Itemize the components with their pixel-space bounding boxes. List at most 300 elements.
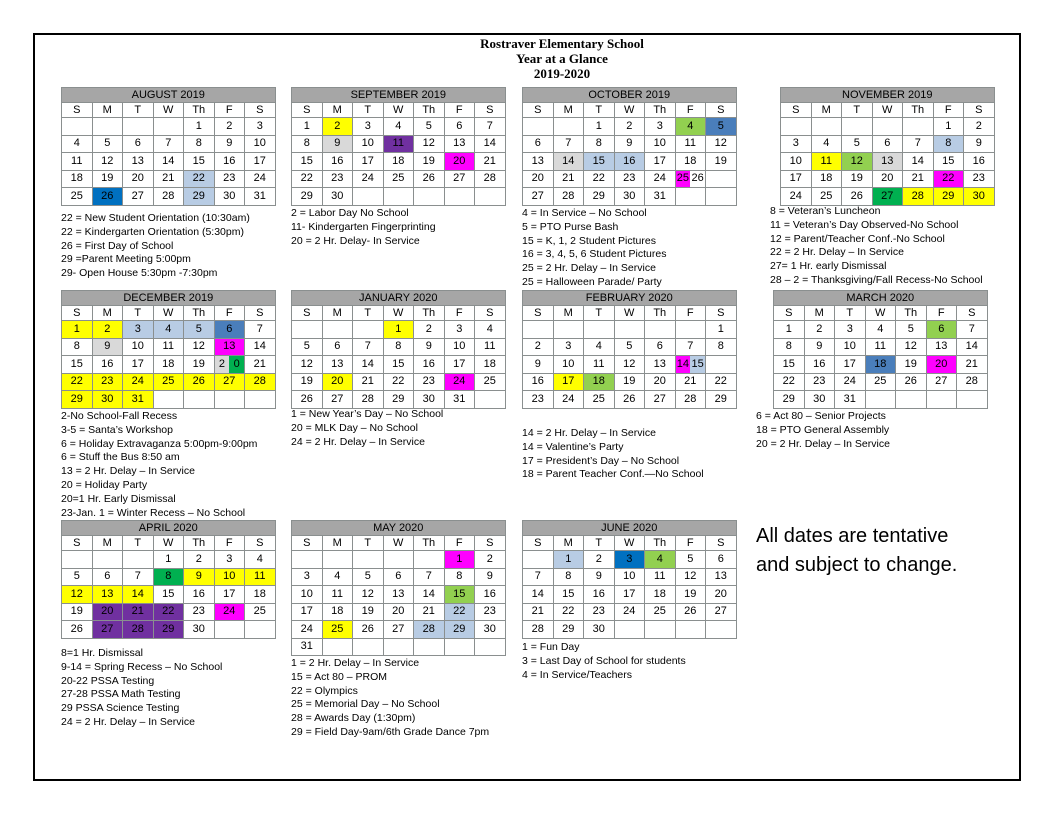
day-cell [153,391,184,409]
day-cell: 13 [92,586,123,604]
day-cell: 13 [214,338,245,356]
day-cell: 17 [444,356,475,374]
note-line: 22 = New Student Orientation (10:30am) [61,212,250,224]
weekday-header: Th [903,103,934,118]
day-cell: 13 [383,586,414,604]
day-cell: 1 [584,118,615,136]
day-cell: 23 [614,170,645,188]
day-cell: 7 [523,568,554,586]
calendar-jan-2020 [291,290,506,409]
day-cell [292,551,323,569]
day-cell [62,118,93,136]
day-cell: 29 [153,621,184,639]
weekday-header: Th [184,306,215,321]
day-cell: 23 [214,170,245,188]
calendar-jun-2020 [522,520,737,639]
calendar-apr-2020 [61,520,276,639]
weekday-header: S [957,306,988,321]
day-cell: 5 [292,338,323,356]
day-cell: 5 [353,568,384,586]
day-cell: 26 [675,603,706,621]
day-cell: 28 [903,188,934,206]
day-cell: 20 [123,170,154,188]
day-cell: 19 [184,356,215,374]
day-cell [903,118,934,136]
weekday-header: W [865,306,896,321]
day-cell: 5 [92,135,123,153]
day-cell: 20 [92,603,123,621]
notes-dec-2019 [61,410,257,520]
note-line: 2 = Labor Day No School [291,207,409,219]
month-title: SEPTEMBER 2019 [292,88,506,103]
day-cell [475,638,506,656]
day-cell: 10 [553,356,584,374]
day-cell: 23 [584,603,615,621]
weekday-header: W [383,103,414,118]
weekday-header: M [811,103,842,118]
day-cell [123,118,154,136]
day-cell: 31 [645,188,676,206]
day-cell: 17 [292,603,323,621]
day-cell [353,188,384,206]
day-cell: 4 [153,321,184,339]
day-cell: 22 [933,170,964,188]
day-cell: 19 [414,153,445,171]
weekday-header: M [322,536,353,551]
weekday-header: S [523,103,554,118]
day-part: 2 [215,356,230,373]
note-line: 20 = 2 Hr. Delay – In Service [756,437,890,450]
day-cell: 10 [645,135,676,153]
day-cell: 12 [896,338,927,356]
weekday-header: S [245,306,276,321]
day-cell: 11 [811,153,842,171]
weekday-header: S [964,103,995,118]
day-cell: 11 [383,135,414,153]
day-cell: 8 [774,338,805,356]
day-cell [322,551,353,569]
day-cell: 13 [872,153,903,171]
note-line: 13 = 2 Hr. Delay – In Service [61,465,195,478]
weekday-header: S [292,306,323,321]
weekday-header: S [62,103,93,118]
note-line: 15 = K, 1, 2 Student Pictures [522,234,656,247]
month-title: DECEMBER 2019 [62,291,276,306]
day-cell [444,638,475,656]
weekday-header: T [584,103,615,118]
day-cell: 14 [414,586,445,604]
day-cell: 5 [896,321,927,339]
day-cell: 8 [62,338,93,356]
day-cell: 15 [62,356,93,374]
day-cell: 30 [414,391,445,409]
note-line: 17 = President’s Day – No School [522,454,680,467]
day-cell: 29 [444,621,475,639]
day-cell: 15 [153,586,184,604]
note-line: 26 = First Day of School [61,239,174,252]
day-cell [523,551,554,569]
day-cell: 12 [706,135,737,153]
day-cell [353,321,384,339]
day-cell: 10 [292,586,323,604]
day-cell [322,321,353,339]
day-cell [414,551,445,569]
day-cell: 30 [804,391,835,409]
weekday-header: S [706,103,737,118]
weekday-header: Th [184,536,215,551]
day-cell: 14 [475,135,506,153]
calendar-mar-2020 [773,290,988,409]
day-cell [383,638,414,656]
page-title [0,36,1056,81]
day-cell: 3 [123,321,154,339]
day-cell: 7 [353,338,384,356]
note-line: 3 = Last Day of School for students [522,654,686,667]
day-cell: 4 [475,321,506,339]
day-cell: 23 [414,373,445,391]
day-cell: 14 [153,153,184,171]
day-cell [383,188,414,206]
day-cell: 20 [444,153,475,171]
day-cell: 22 [383,373,414,391]
day-cell: 3 [353,118,384,136]
day-cell: 3 [835,321,866,339]
day-cell: 25 [645,603,676,621]
day-cell: 20 [383,603,414,621]
day-cell: 25 [475,373,506,391]
day-cell: 11 [645,568,676,586]
day-cell: 18 [383,153,414,171]
day-cell: 15 [584,153,615,171]
day-cell: 3 [645,118,676,136]
day-cell: 31 [292,638,323,656]
day-cell [92,551,123,569]
note-line: 16 = 3, 4, 5, 6 Student Pictures [522,248,667,261]
day-cell [92,118,123,136]
note-line: 6 = Stuff the Bus 8:50 am [61,451,180,464]
day-cell: 28 [245,373,276,391]
day-cell: 26 [842,188,873,206]
day-cell: 18 [675,153,706,171]
day-cell: 23 [322,170,353,188]
note-line: 24 = 2 Hr. Delay – In Service [61,715,195,728]
day-cell: 27 [322,391,353,409]
day-cell [414,638,445,656]
weekday-header: Th [896,306,927,321]
calendar-sep-2019 [291,87,506,206]
day-cell: 20 [706,586,737,604]
day-cell: 24 [553,391,584,409]
day-cell: 4 [811,135,842,153]
day-cell: 1 [706,321,737,339]
day-cell [781,118,812,136]
day-cell: 22 [584,170,615,188]
day-cell: 12 [292,356,323,374]
day-cell: 3 [553,338,584,356]
day-cell: 27 [523,188,554,206]
month-title: MARCH 2020 [774,291,988,306]
day-cell: 30 [184,621,215,639]
day-cell: 3 [444,321,475,339]
day-cell: 4 [383,118,414,136]
day-cell: 10 [444,338,475,356]
day-cell [957,391,988,409]
day-cell [614,621,645,639]
weekday-header: Th [414,306,445,321]
day-cell: 26 [292,391,323,409]
day-cell: 27 [214,373,245,391]
day-cell: 14 [957,338,988,356]
weekday-header: W [153,306,184,321]
day-part: 14 [676,356,691,373]
notes-feb-2020 [522,427,704,482]
weekday-header: W [614,306,645,321]
calendar-feb-2020 [522,290,737,409]
day-cell: 10 [245,135,276,153]
day-cell: 8 [706,338,737,356]
day-cell: 11 [322,586,353,604]
day-cell: 5 [706,118,737,136]
day-cell: 30 [92,391,123,409]
day-cell: 9 [184,568,215,586]
weekday-header: F [675,536,706,551]
day-cell: 21 [903,170,934,188]
note-line: 18 = Parent Teacher Conf.—No School [522,468,704,481]
day-cell: 21 [353,373,384,391]
weekday-header: M [322,103,353,118]
day-cell: 1 [933,118,964,136]
day-part: 0 [229,356,244,373]
day-cell: 30 [322,188,353,206]
day-cell: 20 [322,373,353,391]
day-cell: 11 [865,338,896,356]
day-cell: 23 [92,373,123,391]
day-cell: 17 [553,373,584,391]
day-cell: 11 [153,338,184,356]
day-cell: 22 [774,373,805,391]
notes-apr-2020 [61,647,222,730]
weekday-header: M [322,306,353,321]
weekday-header: T [123,306,154,321]
day-cell: 5 [184,321,215,339]
day-cell: 29 [292,188,323,206]
day-cell: 31 [444,391,475,409]
day-cell: 14 [353,356,384,374]
day-cell: 20 [926,356,957,374]
day-cell: 6 [123,135,154,153]
weekday-header: S [781,103,812,118]
day-cell [811,118,842,136]
day-cell: 5 [842,135,873,153]
day-cell: 22 [706,373,737,391]
note-line: 1 = 2 Hr. Delay – In Service [291,657,420,669]
day-cell: 19 [614,373,645,391]
calendar-aug-2019 [61,87,276,206]
day-cell: 28 [675,391,706,409]
day-cell: 15 [553,586,584,604]
day-cell: 25 [153,373,184,391]
day-cell: 19 [292,373,323,391]
day-cell: 26 [614,391,645,409]
day-cell [322,638,353,656]
note-line: 2-No School-Fall Recess [61,410,178,422]
day-cell: 6 [92,568,123,586]
note-line: 22 = 2 Hr. Delay – In Service [770,246,904,259]
day-cell: 30 [964,188,995,206]
day-cell: 17 [781,170,812,188]
day-cell: 2 [804,321,835,339]
weekday-header: M [553,536,584,551]
weekday-header: S [774,306,805,321]
day-cell: 21 [523,603,554,621]
split-day-cell [214,356,245,374]
day-cell: 1 [444,551,475,569]
day-cell: 4 [865,321,896,339]
day-cell: 12 [842,153,873,171]
note-line: 8 = Veteran’s Luncheon [770,205,881,217]
day-cell: 6 [444,118,475,136]
day-cell: 10 [781,153,812,171]
day-cell: 18 [865,356,896,374]
day-cell: 19 [353,603,384,621]
day-cell: 19 [706,153,737,171]
weekday-header: F [214,103,245,118]
day-cell: 10 [835,338,866,356]
day-cell: 25 [245,603,276,621]
weekday-header: S [523,536,554,551]
day-cell: 1 [62,321,93,339]
weekday-header: M [553,103,584,118]
day-cell: 7 [903,135,934,153]
day-cell: 12 [614,356,645,374]
day-cell: 30 [214,188,245,206]
day-cell: 29 [62,391,93,409]
day-cell: 26 [353,621,384,639]
day-cell: 24 [444,373,475,391]
notes-jun-2020 [522,641,686,682]
day-cell [383,551,414,569]
note-line: 1 = Fun Day [522,641,580,653]
day-cell: 8 [184,135,215,153]
day-cell: 1 [774,321,805,339]
day-cell [475,188,506,206]
day-cell: 8 [153,568,184,586]
day-cell: 2 [184,551,215,569]
notes-aug-2019 [61,212,250,281]
day-cell: 13 [926,338,957,356]
notes-nov-2019 [770,205,983,288]
month-title: APRIL 2020 [62,521,276,536]
day-cell: 30 [614,188,645,206]
day-cell: 6 [706,551,737,569]
day-cell [245,621,276,639]
day-cell: 13 [706,568,737,586]
day-cell: 21 [245,356,276,374]
day-cell: 21 [414,603,445,621]
weekday-header: W [614,536,645,551]
weekday-header: F [444,306,475,321]
day-cell: 1 [153,551,184,569]
day-cell: 26 [414,170,445,188]
day-cell [675,321,706,339]
day-cell: 1 [184,118,215,136]
day-cell: 9 [414,338,445,356]
day-cell: 15 [292,153,323,171]
day-cell: 11 [584,356,615,374]
note-line: 28 = Awards Day (1:30pm) [291,712,416,725]
day-cell: 16 [184,586,215,604]
day-cell [123,551,154,569]
month-title: FEBRUARY 2020 [523,291,737,306]
weekday-header: S [292,536,323,551]
day-cell: 3 [781,135,812,153]
weekday-header: W [383,536,414,551]
day-cell: 18 [584,373,615,391]
day-cell: 3 [214,551,245,569]
day-cell [865,391,896,409]
month-title: JUNE 2020 [523,521,737,536]
weekday-header: T [584,536,615,551]
day-cell: 16 [804,356,835,374]
note-line: 20 = MLK Day – No School [291,421,418,434]
day-cell: 26 [62,621,93,639]
day-cell: 24 [835,373,866,391]
day-cell: 22 [553,603,584,621]
note-line: 25 = Memorial Day – No School [291,698,440,711]
day-cell: 14 [553,153,584,171]
school-year: 2019-2020 [533,66,591,81]
day-cell: 21 [153,170,184,188]
day-cell: 19 [92,170,123,188]
day-cell [353,551,384,569]
day-cell [292,321,323,339]
day-cell: 25 [865,373,896,391]
day-cell [523,118,554,136]
day-cell: 21 [123,603,154,621]
day-cell: 9 [523,356,554,374]
day-cell: 13 [645,356,676,374]
day-cell: 29 [774,391,805,409]
day-cell: 23 [964,170,995,188]
weekday-header: M [92,306,123,321]
month-title: JANUARY 2020 [292,291,506,306]
day-cell [553,321,584,339]
note-line: 14 = 2 Hr. Delay – In Service [522,427,656,439]
weekday-header: Th [184,103,215,118]
day-cell: 7 [414,568,445,586]
note-line: 25 = Halloween Parade/ Party [522,275,662,288]
day-cell [872,118,903,136]
day-cell: 25 [62,188,93,206]
weekday-header: Th [414,536,445,551]
month-title: NOVEMBER 2019 [781,88,995,103]
day-cell: 14 [123,586,154,604]
day-cell: 9 [614,135,645,153]
day-cell: 19 [896,356,927,374]
day-cell: 12 [675,568,706,586]
day-cell [214,621,245,639]
day-cell: 5 [614,338,645,356]
note-line: 29 = Field Day-9am/6th Grade Dance 7pm [291,725,490,738]
day-cell: 18 [322,603,353,621]
day-cell: 10 [614,568,645,586]
day-cell: 17 [645,153,676,171]
day-cell [214,391,245,409]
day-cell: 13 [123,153,154,171]
note-line: 22 = Olympics [291,684,358,697]
day-cell: 3 [292,568,323,586]
day-cell: 6 [322,338,353,356]
